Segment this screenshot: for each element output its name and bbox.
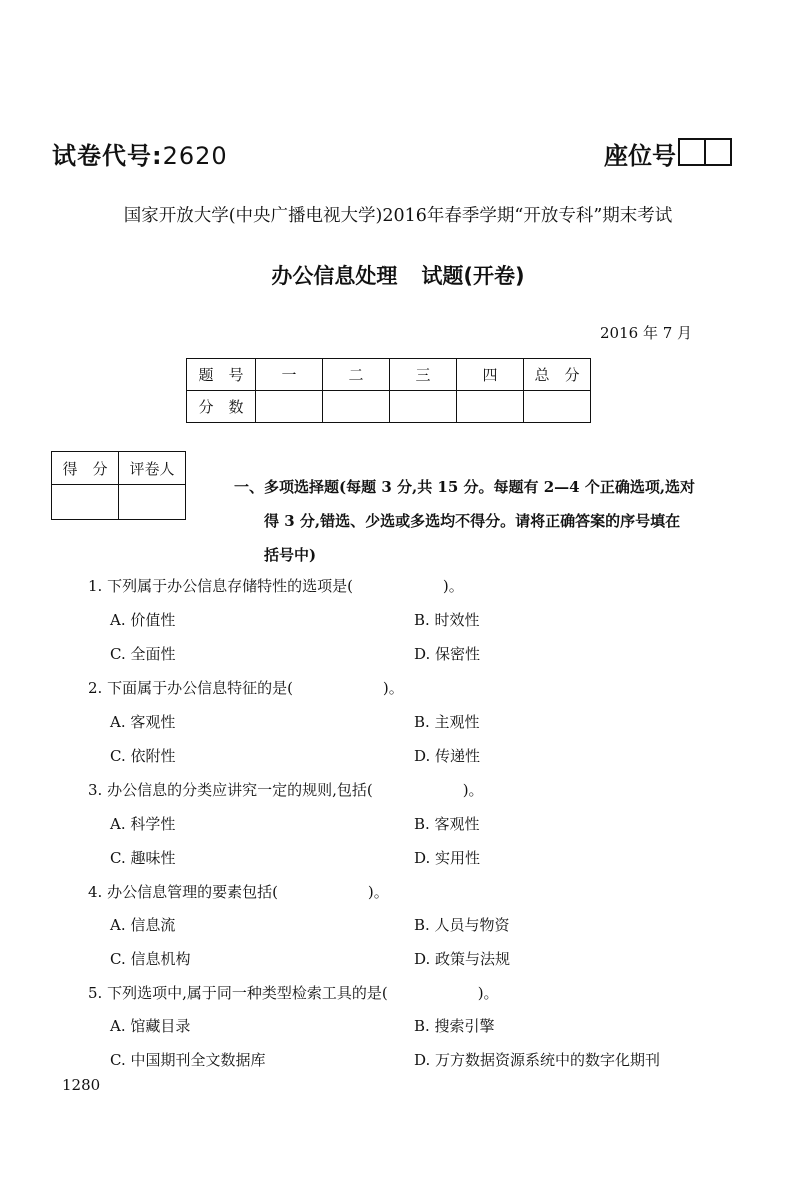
exam-code-value: 2620 [162, 142, 228, 170]
score-table-score-row [187, 391, 591, 423]
exam-code-separator: : [152, 142, 163, 170]
question-option: A. 价值性 [110, 611, 176, 629]
score-table-cell: 二 [323, 359, 390, 391]
question-stem: 5. 下列选项中,属于同一种类型检索工具的是( )。 [88, 984, 499, 1002]
score-table-cell: 四 [457, 359, 524, 391]
grader-score-cell[interactable] [52, 485, 119, 520]
score-table-cell: 题 号 [187, 359, 256, 391]
score-input-cell[interactable] [323, 391, 390, 423]
section-line: 得 3 分,错选、少选或多选均不得分。请将正确答案的序号填在 [264, 512, 681, 530]
question-option: B. 主观性 [414, 713, 480, 731]
score-input-cell[interactable] [256, 391, 323, 423]
question-option: D. 传递性 [414, 747, 481, 765]
score-table [186, 358, 591, 423]
grader-name-cell[interactable] [119, 485, 186, 520]
question-option: A. 馆藏目录 [110, 1017, 191, 1035]
question-stem: 2. 下面属于办公信息特征的是( )。 [88, 679, 404, 697]
score-input-cell[interactable] [524, 391, 591, 423]
grader-score-label: 得 分 [52, 452, 119, 485]
seat-number-label: 座位号 [604, 142, 676, 170]
score-table-cell: 分 数 [187, 391, 256, 423]
page-number: 1280 [62, 1076, 101, 1094]
question-stem: 3. 办公信息的分类应讲究一定的规则,包括( )。 [88, 781, 484, 799]
question-option: C. 中国期刊全文数据库 [110, 1051, 266, 1069]
section-instructions [234, 470, 734, 572]
question-option: C. 全面性 [110, 645, 176, 663]
question-option: D. 政策与法规 [414, 950, 511, 968]
question-stem: 1. 下列属于办公信息存储特性的选项是( )。 [88, 577, 464, 595]
exam-type: 试题(开卷) [421, 264, 525, 288]
score-table-cell: 一 [256, 359, 323, 391]
exam-code [52, 136, 228, 171]
question-option: C. 信息机构 [110, 950, 191, 968]
score-input-cell[interactable] [457, 391, 524, 423]
question-option: D. 保密性 [414, 645, 481, 663]
section-line: 一、多项选择题(每题 3 分,共 15 分。每题有 2—4 个正确选项,选对 [234, 478, 696, 496]
question-option: D. 实用性 [414, 849, 481, 867]
exam-date: 2016 年 7 月 [600, 324, 693, 342]
question-option: C. 依附性 [110, 747, 176, 765]
question-option: C. 趣味性 [110, 849, 176, 867]
score-table-header-row [187, 359, 591, 391]
question-option: A. 科学性 [110, 815, 176, 833]
question-option: B. 搜索引擎 [414, 1017, 495, 1035]
question-option: B. 客观性 [414, 815, 480, 833]
question-option: A. 客观性 [110, 713, 176, 731]
exam-title [0, 260, 796, 290]
grader-table [51, 451, 186, 520]
section-line: 括号中) [264, 546, 317, 564]
question-option: B. 人员与物资 [414, 916, 510, 934]
score-table-cell: 总 分 [524, 359, 591, 391]
exam-code-label: 试卷代号 [52, 142, 152, 170]
question-option: D. 万方数据资源系统中的数字化期刊 [414, 1051, 661, 1069]
question-option: B. 时效性 [414, 611, 480, 629]
question-option: A. 信息流 [110, 916, 176, 934]
score-table-cell: 三 [390, 359, 457, 391]
seat-number-box[interactable] [678, 138, 732, 166]
score-input-cell[interactable] [390, 391, 457, 423]
course-name: 办公信息处理 [271, 264, 398, 288]
question-stem: 4. 办公信息管理的要素包括( )。 [88, 883, 389, 901]
grader-name-label: 评卷人 [119, 452, 186, 485]
university-heading: 国家开放大学(中央广播电视大学)2016年春季学期“开放专科”期末考试 [123, 206, 673, 226]
